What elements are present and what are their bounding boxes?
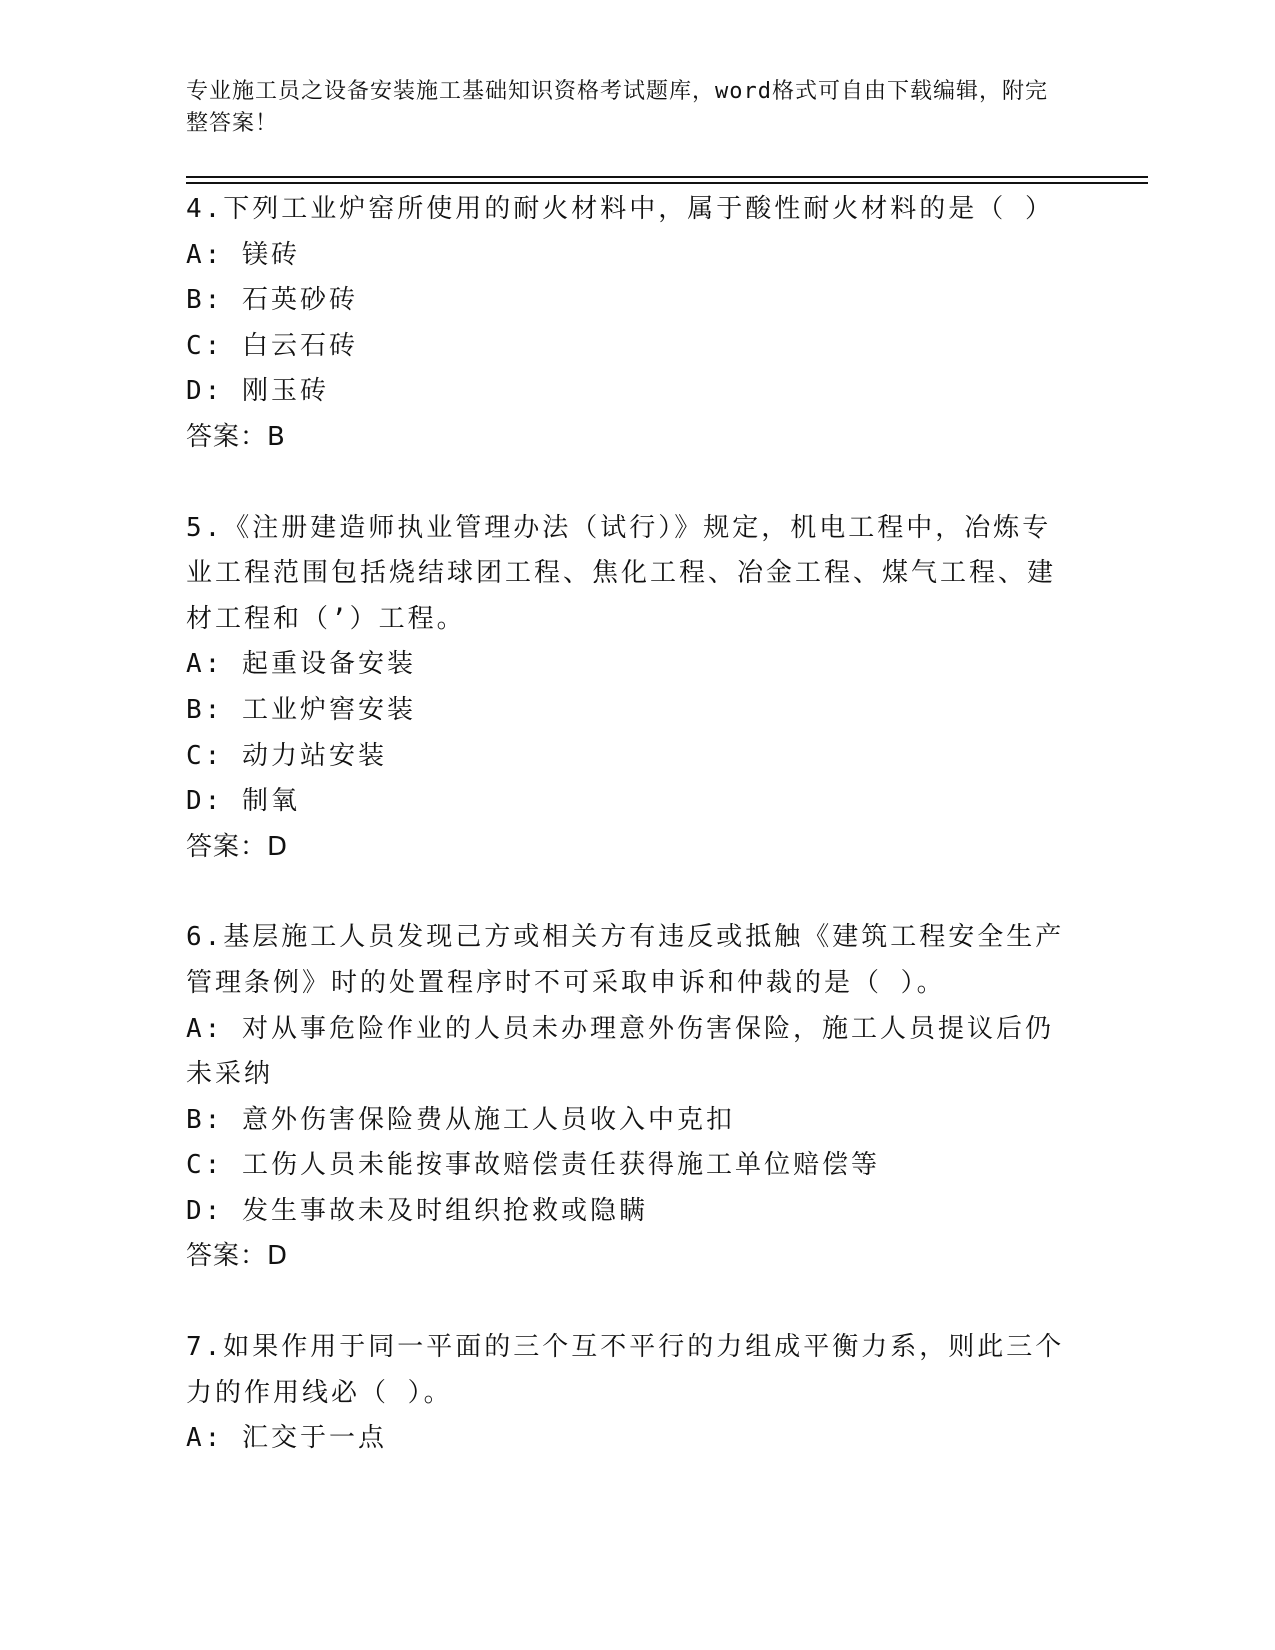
header-rule-bottom — [186, 182, 1148, 184]
option-c: C: 白云石砖 — [186, 330, 358, 361]
option-b: B: 石英砂砖 — [186, 285, 358, 316]
question-text: 4.下列工业炉窑所使用的耐火材料中，属于酸性耐火材料的是（ ） — [186, 194, 1054, 224]
question-text: 5.《注册建造师执业管理办法（试行）》规定，机电工程中，冶炼专业工程范围包括烧结球团工程、焦化工程、冶金工程、煤气工程、建材工程和（’）工程。 — [186, 512, 1057, 634]
option-a: A: 汇交于一点 — [186, 1423, 387, 1454]
question-5 — [186, 506, 1066, 871]
header-rule-top — [186, 176, 1148, 178]
answer: 答案：D — [186, 1241, 289, 1272]
option-a: A: 起重设备安装 — [186, 649, 416, 680]
option-d: D: 刚玉砖 — [186, 376, 329, 407]
answer: 答案：D — [186, 831, 289, 862]
option-c: C: 动力站安装 — [186, 740, 387, 771]
option-d: D: 制氧 — [186, 786, 300, 817]
question-list — [186, 187, 1066, 1507]
option-b: B: 意外伤害保险费从施工人员收入中克扣 — [186, 1104, 735, 1135]
option-a: A: 镁砖 — [186, 239, 300, 270]
document-header: 专业施工员之设备安装施工基础知识资格考试题库，word格式可自由下载编辑，附完整答案！ — [186, 79, 1048, 136]
option-b: B: 工业炉窖安装 — [186, 694, 416, 725]
question-6 — [186, 915, 1066, 1280]
question-text: 7.如果作用于同一平面的三个互不平行的力组成平衡力系，则此三个力的作用线必（ ）。 — [186, 1332, 1065, 1408]
option-c: C: 工伤人员未能按事故赔偿责任获得施工单位赔偿等 — [186, 1150, 880, 1181]
question-text: 6.基层施工人员发现己方或相关方有违反或抵触《建筑工程安全生产管理条例》时的处置程序时不可采取申诉和仲裁的是（ ）。 — [186, 922, 1065, 998]
question-7 — [186, 1325, 1066, 1462]
option-a: A: 对从事危险作业的人员未办理意外伤害保险，施工人员提议后仍未采纳 — [186, 1013, 1054, 1090]
option-d: D: 发生事故未及时组织抢救或隐瞒 — [186, 1195, 648, 1226]
answer: 答案：B — [186, 421, 286, 452]
question-4 — [186, 187, 1066, 461]
